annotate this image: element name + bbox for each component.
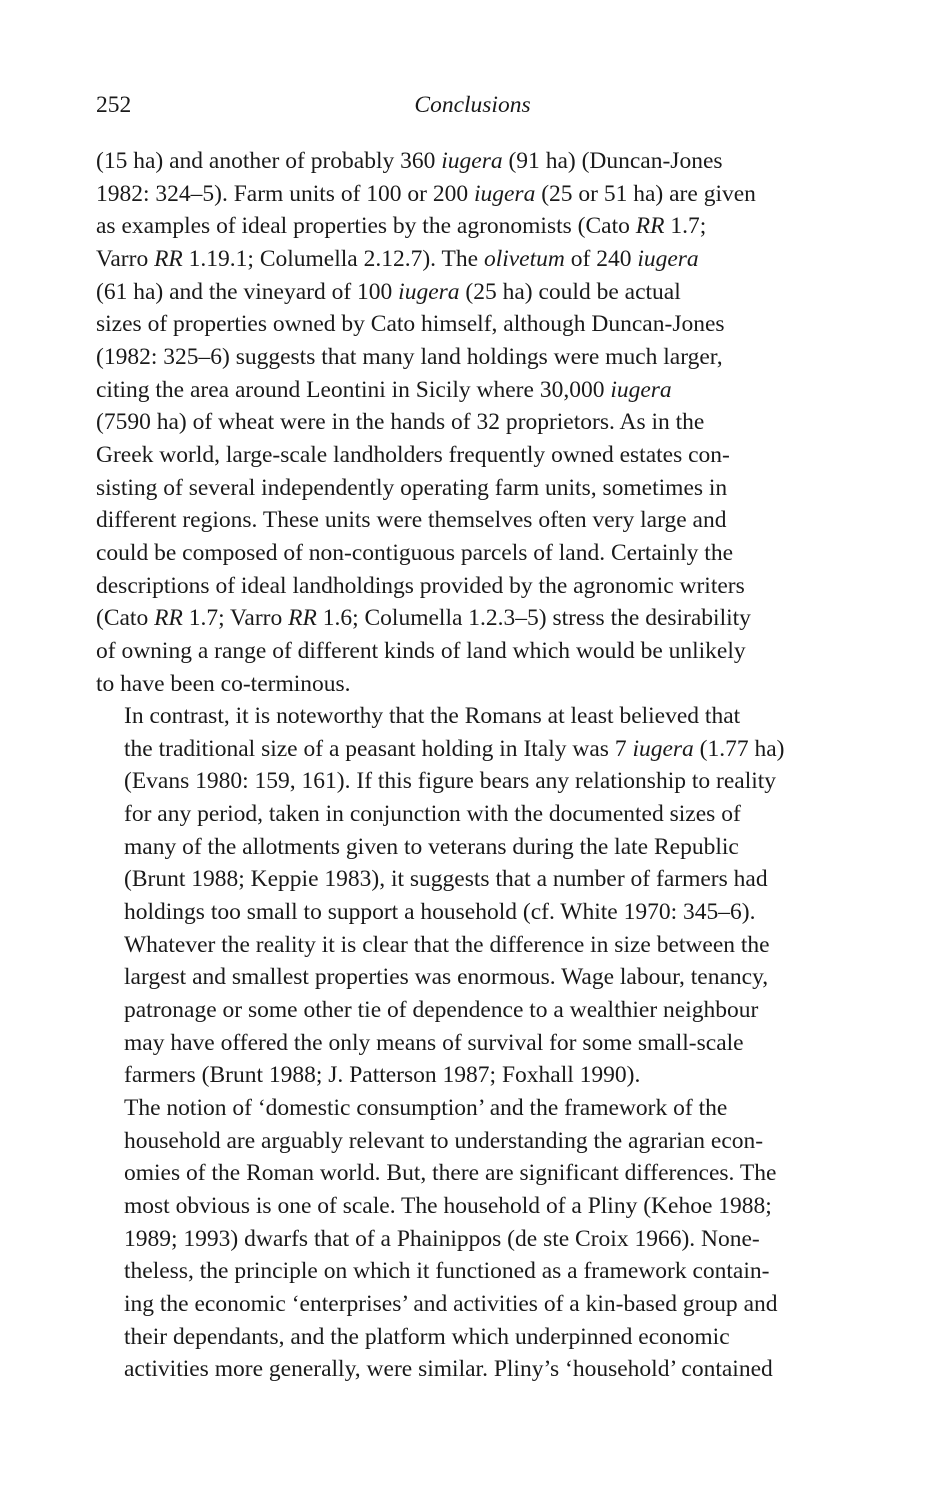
text-line: citing the area around Leontini in Sicily where 30,000 iugera <box>96 376 672 403</box>
text-line: sisting of several independently operating farm units, sometimes in <box>96 474 728 501</box>
text-line: as examples of ideal properties by the agronomists (Cato RR 1.7; <box>96 213 707 240</box>
text-line: largest and smallest properties was enormous. Wage labour, tenancy, <box>124 964 769 991</box>
text-line: theless, the principle on which it functioned as a framework contain- <box>124 1258 770 1285</box>
body-text <box>96 145 849 1386</box>
text-line: the traditional size of a peasant holding in Italy was 7 iugera (1.77 ha) <box>124 735 785 762</box>
text-line: household are arguably relevant to understanding the agrarian econ- <box>124 1127 764 1154</box>
text-line: may have offered the only means of survival for some small-scale <box>124 1029 744 1056</box>
text-line: activities more generally, were similar. Pliny’s ‘household’ contained <box>124 1356 773 1383</box>
text-line: Greek world, large-scale landholders frequently owned estates con- <box>96 441 730 468</box>
running-title: Conclusions <box>414 92 531 118</box>
paragraph-1 <box>96 145 849 700</box>
text-line: (Evans 1980: 159, 161). If this figure bears any relationship to reality <box>124 768 777 795</box>
text-line: (Brunt 1988; Keppie 1983), it suggests that a number of farmers had <box>124 866 768 893</box>
paragraph-2 <box>96 700 849 1092</box>
text-line: different regions. These units were themselves often very large and <box>96 507 727 534</box>
text-line: 1982: 324–5). Farm units of 100 or 200 iugera (25 or 51 ha) are given <box>96 180 756 207</box>
text-line: (7590 ha) of wheat were in the hands of 32 proprietors. As in the <box>96 409 705 436</box>
text-line: (1982: 325–6) suggests that many land holdings were much larger, <box>96 343 723 370</box>
text-line: The notion of ‘domestic consumption’ and the framework of the <box>124 1095 728 1122</box>
text-line: most obvious is one of scale. The household of a Pliny (Kehoe 1988; <box>124 1193 772 1219</box>
text-line: for any period, taken in conjunction with the documented sizes of <box>124 801 741 828</box>
text-line: patronage or some other tie of dependence to a wealthier neighbour <box>124 997 759 1024</box>
text-line: descriptions of ideal landholdings provided by the agronomic writers <box>96 572 745 599</box>
text-line: 1989; 1993) dwarfs that of a Phainippos (de ste Croix 1966). None- <box>124 1225 760 1252</box>
text-line: could be composed of non-contiguous parcels of land. Certainly the <box>96 539 734 566</box>
text-line: to have been co-terminous. <box>96 670 351 697</box>
text-line: In contrast, it is noteworthy that the Romans at least believed that <box>124 703 741 730</box>
text-line: ing the economic ‘enterprises’ and activities of a kin-based group and <box>124 1290 778 1317</box>
text-line: (15 ha) and another of probably 360 iugera (91 ha) (Duncan-Jones <box>96 148 723 174</box>
text-line: of owning a range of different kinds of land which would be unlikely <box>96 637 746 664</box>
text-line: (61 ha) and the vineyard of 100 iugera (25 ha) could be actual <box>96 278 681 305</box>
running-head <box>96 88 849 122</box>
text-line: their dependants, and the platform which underpinned economic <box>124 1323 730 1350</box>
text-line: Whatever the reality it is clear that the difference in size between the <box>124 931 770 958</box>
text-line: (Cato RR 1.7; Varro RR 1.6; Columella 1.2.3–5) stress the desirability <box>96 605 751 632</box>
paragraph-3 <box>96 1092 849 1386</box>
text-line: farmers (Brunt 1988; J. Patterson 1987; Foxhall 1990). <box>124 1062 641 1089</box>
text-line: sizes of properties owned by Cato himself, although Duncan-Jones <box>96 311 725 338</box>
text-line: many of the allotments given to veterans during the late Republic <box>124 833 739 860</box>
text-line: omies of the Roman world. But, there are significant differences. The <box>124 1160 777 1187</box>
text-line: holdings too small to support a household (cf. White 1970: 345–6). <box>124 899 756 926</box>
page-number: 252 <box>96 92 132 118</box>
text-line: Varro RR 1.19.1; Columella 2.12.7). The olivetum of 240 iugera <box>96 245 699 272</box>
